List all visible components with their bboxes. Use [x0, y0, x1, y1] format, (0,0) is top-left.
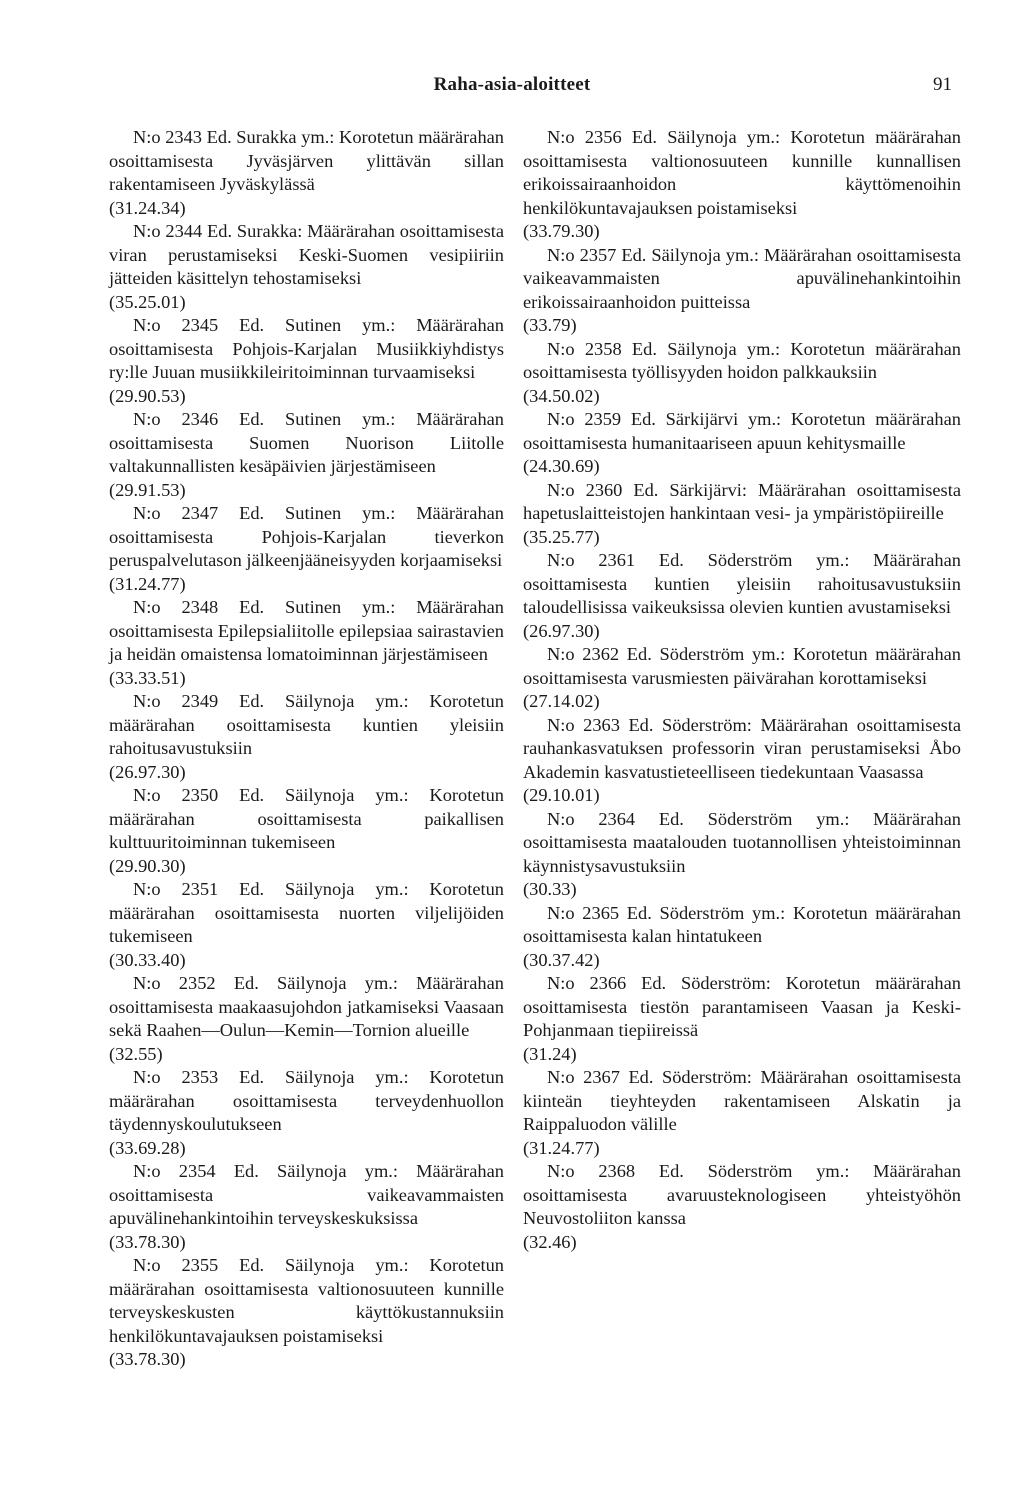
- budget-code: (31.24.34): [109, 197, 186, 218]
- motion-entry: [523, 902, 961, 973]
- motion-text: N:o 2366 Ed. Söderström: Korotetun määrärahan osoittamisesta tiestön parantamiseen Vaasan ja Keski-Pohjanmaan tiepiireissä: [523, 973, 961, 1040]
- motion-text: N:o 2355 Ed. Säilynoja ym.: Korotetun määrärahan osoittamisesta valtionosuuteen kunnille terveyskeskusten käyttökustannuksiin henkilökuntavajauksen poistamiseksi: [109, 1255, 504, 1346]
- motion-entry: [109, 1066, 504, 1160]
- motion-text: N:o 2362 Ed. Söderström ym.: Korotetun määrärahan osoittamisesta varusmiesten päivärahan korottamiseksi: [523, 644, 961, 688]
- motion-entry: [109, 972, 504, 1066]
- motion-text: N:o 2361 Ed. Söderström ym.: Määrärahan osoittamisesta kuntien yleisiin rahoitusavustuksiin taloudellisissa vaikeuksissa olevien kuntien avustamiseksi: [523, 550, 961, 617]
- motion-text: N:o 2347 Ed. Sutinen ym.: Määrärahan osoittamisesta Pohjois-Karjalan tieverkon peruspalvelutason jälkeenjääneisyyden korjaamiseksi: [109, 503, 504, 570]
- motion-entry: [109, 690, 504, 784]
- motion-entry: [523, 808, 961, 902]
- motion-text: N:o 2353 Ed. Säilynoja ym.: Korotetun määrärahan osoittamisesta terveydenhuollon täydennyskoulutukseen: [109, 1067, 504, 1134]
- budget-code: (35.25.77): [523, 526, 600, 547]
- motion-text: N:o 2357 Ed. Säilynoja ym.: Määrärahan osoittamisesta vaikeavammaisten apuvälinehankintoihin erikoissairaanhoidon puitteissa: [523, 244, 961, 312]
- budget-code: (29.10.01): [523, 785, 600, 805]
- motion-entry: [109, 502, 504, 596]
- motion-text: N:o 2354 Ed. Säilynoja ym.: Määrärahan osoittamisesta vaikeavammaisten apuvälinehankintoihin terveyskeskuksissa: [109, 1161, 504, 1228]
- budget-code: (24.30.69): [523, 456, 600, 476]
- motion-text: N:o 2351 Ed. Säilynoja ym.: Korotetun määrärahan osoittamisesta nuorten viljelijöiden tukemiseen: [109, 879, 504, 946]
- budget-code: (31.24): [523, 1043, 577, 1064]
- budget-code: (32.55): [109, 1043, 163, 1064]
- motion-text: N:o 2359 Ed. Särkijärvi ym.: Korotetun määrärahan osoittamisesta humanitaariseen apuun kehitysmaille: [523, 409, 961, 453]
- budget-code: (31.24.77): [109, 573, 186, 594]
- motion-entry: [523, 972, 961, 1066]
- budget-code: (32.46): [523, 1231, 577, 1252]
- budget-code: (30.33): [523, 879, 577, 899]
- motion-entry: [523, 408, 961, 479]
- motion-text: N:o 2345 Ed. Sutinen ym.: Määrärahan osoittamisesta Pohjois-Karjalan Musiikkiyhdistys ry:lle Juuan musiikkileiritoiminnan turvaamiseksi: [109, 315, 504, 382]
- motion-entry: [109, 1160, 504, 1254]
- motion-entry: [109, 220, 504, 314]
- budget-code: (33.79.30): [523, 221, 600, 241]
- left-column: [109, 126, 504, 1372]
- budget-code: (33.79): [523, 315, 577, 335]
- motion-entry: [523, 126, 961, 244]
- running-header: [0, 74, 1024, 100]
- budget-code: (30.33.40): [109, 949, 186, 970]
- budget-code: (33.69.28): [109, 1137, 186, 1158]
- budget-code: (29.91.53): [109, 479, 186, 500]
- motion-entry: [109, 784, 504, 878]
- motion-entry: [523, 714, 961, 808]
- motion-text: N:o 2358 Ed. Säilynoja ym.: Korotetun määrärahan osoittamisesta työllisyyden hoidon palkkauksiin: [523, 338, 961, 382]
- page-title: Raha-asia-aloitteet: [433, 74, 591, 95]
- motion-text: N:o 2350 Ed. Säilynoja ym.: Korotetun määrärahan osoittamisesta paikallisen kulttuuritoiminnan tukemiseen: [109, 785, 504, 852]
- motion-entry: [109, 878, 504, 972]
- motion-text: N:o 2348 Ed. Sutinen ym.: Määrärahan osoittamisesta Epilepsialiitolle epilepsiaa sairastavien ja heidän omaistensa lomatoiminnan järjestämiseen: [109, 597, 504, 664]
- motion-entry: [523, 549, 961, 643]
- budget-code: (33.78.30): [109, 1349, 186, 1369]
- motion-entry: [523, 244, 961, 338]
- motion-text: N:o 2346 Ed. Sutinen ym.: Määrärahan osoittamisesta Suomen Nuorison Liitolle valtakunnallisten kesäpäivien järjestämiseen: [109, 409, 504, 476]
- motion-entry: [109, 408, 504, 502]
- budget-code: (26.97.30): [523, 620, 600, 641]
- motion-text: N:o 2349 Ed. Säilynoja ym.: Korotetun määrärahan osoittamisesta kuntien yleisiin rahoitusavustuksiin: [109, 691, 504, 758]
- motion-text: N:o 2364 Ed. Söderström ym.: Määrärahan osoittamisesta maatalouden tuotannollisen yhteistoiminnan käynnistysavustuksiin: [523, 808, 961, 876]
- motion-entry: [523, 1066, 961, 1160]
- budget-code: (29.90.53): [109, 385, 186, 406]
- budget-code: (31.24.77): [523, 1137, 600, 1158]
- motion-text: N:o 2356 Ed. Säilynoja ym.: Korotetun määrärahan osoittamisesta valtionosuuteen kunnille kunnallisen erikoissairaanhoidon käyttömenoihin henkilökuntavajauksen poistamiseksi: [523, 127, 961, 218]
- motion-entry: [523, 479, 961, 550]
- budget-code: (33.78.30): [109, 1231, 186, 1252]
- budget-code: (34.50.02): [523, 385, 600, 406]
- motion-entry: [109, 596, 504, 690]
- budget-code: (35.25.01): [109, 291, 186, 312]
- motion-text: N:o 2360 Ed. Särkijärvi: Määrärahan osoittamisesta hapetuslaitteistojen hankintaan vesi- ja ympäristöpiireille: [523, 479, 961, 523]
- motion-text: N:o 2365 Ed. Söderström ym.: Korotetun määrärahan osoittamisesta kalan hintatukeen: [523, 902, 961, 946]
- budget-code: (33.33.51): [109, 667, 186, 688]
- motion-entry: [109, 1254, 504, 1372]
- motion-entry: [523, 643, 961, 714]
- budget-code: (27.14.02): [523, 691, 600, 711]
- motion-entry: [523, 1160, 961, 1254]
- motion-text: N:o 2368 Ed. Söderström ym.: Määrärahan osoittamisesta avaruusteknologiseen yhteistyöhön Neuvostoliiton kanssa: [523, 1161, 961, 1228]
- motion-text: N:o 2352 Ed. Säilynoja ym.: Määrärahan osoittamisesta maakaasujohdon jatkamiseksi Vaasaan sekä Raahen—Oulun—Kemin—Tornion alueille: [109, 973, 504, 1040]
- right-column: [523, 126, 961, 1254]
- motion-entry: [109, 126, 504, 220]
- motion-text: N:o 2367 Ed. Söderström: Määrärahan osoittamisesta kiinteän tieyhteyden rakentamiseen Alskatin ja Raippaluodon välille: [523, 1067, 961, 1134]
- budget-code: (26.97.30): [109, 761, 186, 782]
- budget-code: (29.90.30): [109, 855, 186, 876]
- motion-text: N:o 2343 Ed. Surakka ym.: Korotetun määrärahan osoittamisesta Jyväsjärven ylittävän sillan rakentamiseen Jyväskylässä: [109, 127, 504, 194]
- motion-entry: [109, 314, 504, 408]
- budget-code: (30.37.42): [523, 949, 600, 970]
- motion-text: N:o 2344 Ed. Surakka: Määrärahan osoittamisesta viran perustamiseksi Keski-Suomen vesipiiriin jätteiden käsittelyn tehostamiseksi: [109, 221, 504, 288]
- motion-entry: [523, 338, 961, 409]
- motion-text: N:o 2363 Ed. Söderström: Määrärahan osoittamisesta rauhankasvatuksen professorin viran perustamiseksi Åbo Akademin kasvatustieteelliseen tiedekuntaan Vaasassa: [523, 714, 961, 782]
- page-number: 91: [933, 74, 952, 95]
